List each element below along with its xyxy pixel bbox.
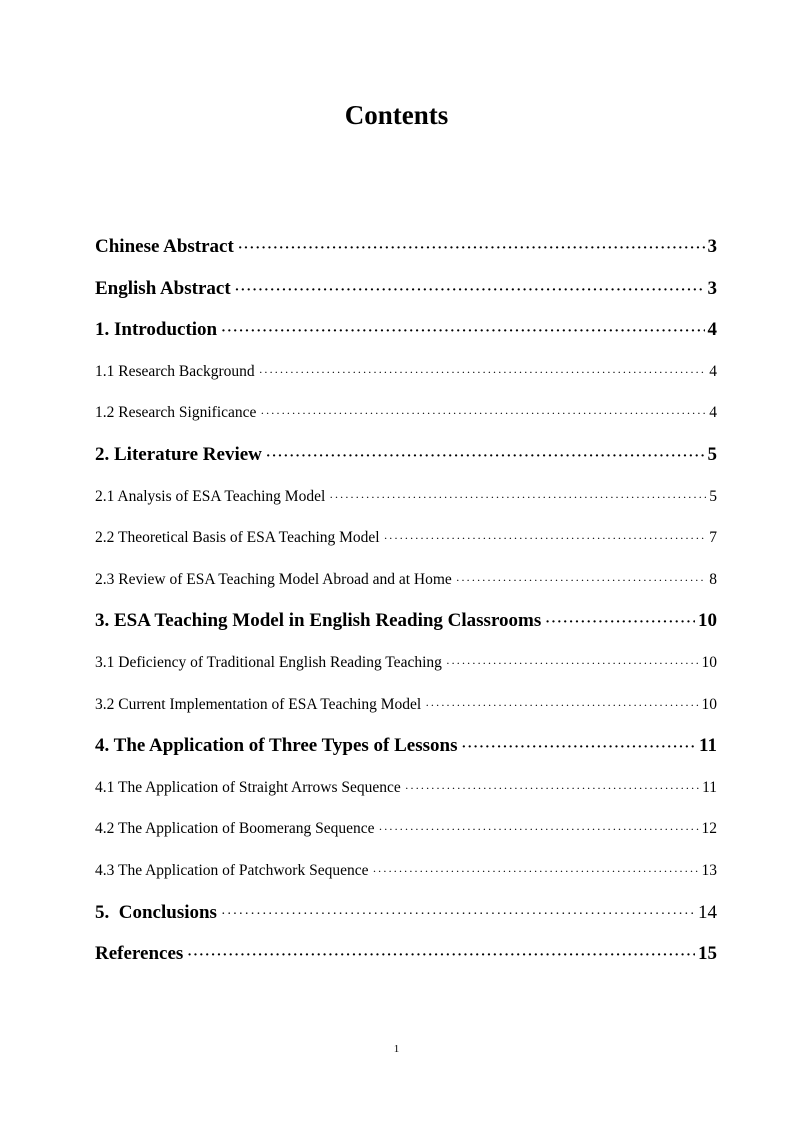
page-number: 1: [393, 1043, 400, 1055]
toc-entry-page: 4: [709, 404, 717, 422]
toc-entry-english-abstract[interactable]: [95, 268, 717, 310]
toc-entry-label: 4.1 The Application of Straight Arrows Sequence: [95, 778, 401, 796]
toc-entry-label: Chinese Abstract: [95, 236, 234, 257]
dot-leader: [266, 436, 705, 478]
dot-leader: [221, 311, 704, 353]
toc-entry-review-abroad-home[interactable]: [95, 559, 717, 601]
toc-entry-page: 10: [698, 610, 717, 632]
dot-leader: [425, 685, 698, 727]
toc-entry-label: 2.1 Analysis of ESA Teaching Model: [95, 487, 326, 505]
toc-entry-introduction[interactable]: [95, 309, 717, 351]
dot-leader: [461, 727, 696, 769]
dot-leader: [456, 560, 706, 602]
page-title: Contents: [344, 100, 449, 130]
toc-entry-label: 4.2 The Application of Boomerang Sequence: [95, 820, 375, 838]
toc-entry-chinese-abstract[interactable]: [95, 226, 717, 268]
toc-entry-page: 4: [707, 319, 717, 341]
toc-entry-label: 4. The Application of Three Types of Lessons: [95, 735, 458, 757]
toc-entry-label: References: [95, 943, 184, 965]
toc-entry-page: 5: [709, 487, 717, 505]
toc-entry-label: 3.1 Deficiency of Traditional English Reading Teaching: [95, 653, 442, 671]
toc-entry-references[interactable]: [95, 933, 717, 975]
toc-entry-page: 14: [698, 901, 717, 923]
toc-entry-page: 13: [701, 861, 717, 879]
toc-entry-page: 12: [701, 820, 717, 838]
toc-entry-patchwork[interactable]: [95, 850, 717, 892]
toc-entry-page: 10: [701, 695, 717, 713]
toc-entry-label: 4.3 The Application of Patchwork Sequence: [95, 861, 369, 879]
toc-entry-page: 5: [707, 443, 717, 465]
toc-entry-page: 8: [709, 570, 717, 588]
dot-leader: [405, 768, 699, 810]
toc-entry-page: 11: [702, 778, 717, 796]
dot-leader: [379, 809, 699, 851]
toc-entry-label: English Abstract: [95, 277, 231, 299]
toc-entry-label: 2. Literature Review: [95, 443, 262, 465]
dot-leader: [187, 935, 695, 977]
toc-entry-page: 10: [701, 653, 717, 671]
toc-entry-label: 2.3 Review of ESA Teaching Model Abroad and at Home: [95, 570, 452, 588]
toc-entry-label: 2.2 Theoretical Basis of ESA Teaching Model: [95, 529, 380, 547]
dot-leader: [238, 228, 705, 270]
toc-entry-label: 5. Conclusions: [95, 901, 217, 923]
toc-entry-page: 11: [699, 735, 717, 757]
toc-entry-boomerang[interactable]: [95, 808, 717, 850]
toc-entry-research-significance[interactable]: [95, 392, 717, 434]
toc-entry-label: 1. Introduction: [95, 319, 218, 341]
toc-entry-straight-arrows[interactable]: [95, 767, 717, 809]
toc-entry-esa-reading-classrooms[interactable]: [95, 600, 717, 642]
dot-leader: [446, 643, 699, 685]
toc-entry-page: 3: [707, 277, 717, 299]
toc-entry-deficiency[interactable]: [95, 642, 717, 684]
toc-entry-analysis-esa[interactable]: [95, 476, 717, 518]
toc-entry-label: 3.2 Current Implementation of ESA Teaching Model: [95, 695, 422, 713]
toc-entry-page: 4: [709, 362, 717, 380]
dot-leader: [259, 352, 707, 394]
dot-leader: [260, 393, 706, 435]
toc-entry-three-types-lessons[interactable]: [95, 725, 717, 767]
dot-leader: [221, 894, 695, 936]
dot-leader: [329, 477, 706, 519]
toc-entry-label: 3. ESA Teaching Model in English Reading Classrooms: [95, 610, 542, 632]
toc-entry-theoretical-basis[interactable]: [95, 517, 717, 559]
toc-entry-label: 1.2 Research Significance: [95, 404, 257, 422]
toc-entry-conclusions[interactable]: [95, 892, 717, 934]
toc-entry-current-implementation[interactable]: [95, 684, 717, 726]
dot-leader: [384, 518, 707, 560]
toc-entry-page: 15: [698, 943, 717, 965]
dot-leader: [372, 851, 698, 893]
dot-leader: [235, 270, 705, 312]
table-of-contents: [95, 226, 717, 975]
toc-entry-research-background[interactable]: [95, 351, 717, 393]
toc-entry-literature-review[interactable]: [95, 434, 717, 476]
toc-entry-page: 3: [707, 236, 717, 257]
dot-leader: [545, 602, 695, 644]
toc-entry-label: 1.1 Research Background: [95, 362, 255, 380]
toc-entry-page: 7: [709, 529, 717, 547]
